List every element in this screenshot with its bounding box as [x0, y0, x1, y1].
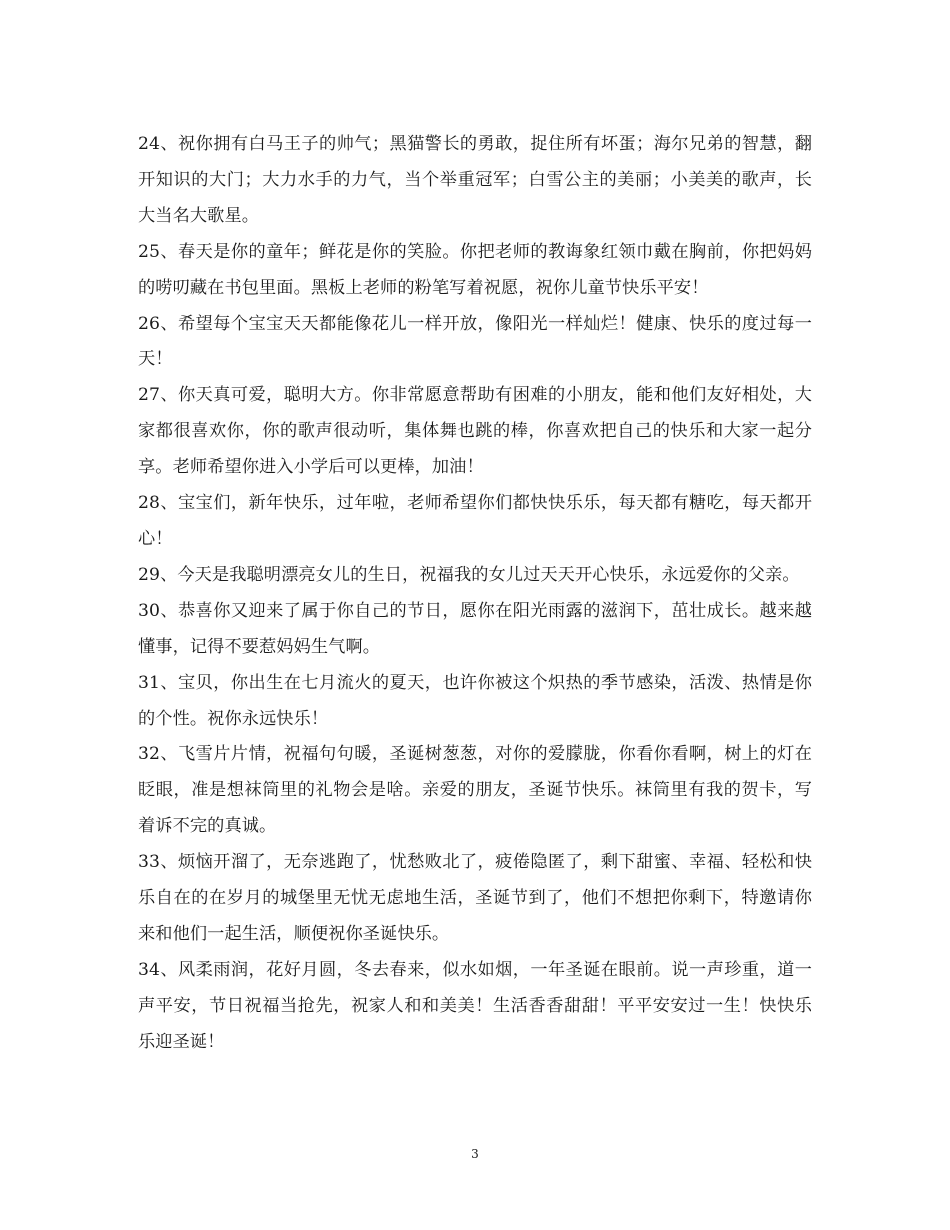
paragraph-27: 27、你天真可爱，聪明大方。你非常愿意帮助有困难的小朋友，能和他们友好相处，大家都很喜欢你，你的歌声很动听，集体舞也跳的棒，你喜欢把自己的快乐和大家一起分享。老师希望你进入小学后可以更棒，加油！	[138, 385, 812, 478]
paragraph-25: 25、春天是你的童年；鲜花是你的笑脸。你把老师的教诲象红领巾戴在胸前，你把妈妈的唠叨藏在书包里面。黑板上老师的粉笔写着祝愿，祝你儿童节快乐平安！	[138, 241, 812, 298]
paragraph-26: 26、希望每个宝宝天天都能像花儿一样开放，像阳光一样灿烂！健康、快乐的度过每一天！	[138, 313, 812, 370]
paragraph-33: 33、烦恼开溜了，无奈逃跑了，忧愁败北了，疲倦隐匿了，剩下甜蜜、幸福、轻松和快乐自在的在岁月的城堡里无忧无虑地生活，圣诞节到了，他们不想把你剩下，特邀请你来和他们一起生活，顺便祝你圣诞快乐。	[138, 852, 812, 944]
paragraph-34: 34、风柔雨润，花好月圆，冬去春来，似水如烟，一年圣诞在眼前。说一声珍重，道一声平安，节日祝福当抢先，祝家人和和美美！生活香香甜甜！平平安安过一生！快快乐乐迎圣诞！	[138, 959, 812, 1052]
paragraph-24: 24、祝你拥有白马王子的帅气；黑猫警长的勇敢，捉住所有坏蛋；海尔兄弟的智慧，翻开知识的大门；大力水手的力气，当个举重冠军；白雪公主的美丽；小美美的歌声，长大当名大歌星。	[138, 134, 812, 226]
paragraph-28: 28、宝宝们，新年快乐，过年啦，老师希望你们都快快乐乐，每天都有糖吃，每天都开心！	[138, 493, 812, 549]
paragraph-32: 32、飞雪片片情，祝福句句暖，圣诞树葱葱，对你的爱朦胧，你看你看啊，树上的灯在眨眼，准是想袜筒里的礼物会是啥。亲爱的朋友，圣诞节快乐。袜筒里有我的贺卡，写着诉不完的真诚。	[138, 744, 812, 837]
paragraph-29: 29、今天是我聪明漂亮女儿的生日，祝福我的女儿过天天开心快乐，永远爱你的父亲。	[138, 564, 800, 585]
paragraph-31: 31、宝贝，你出生在七月流火的夏天，也许你被这个炽热的季节感染，活泼、热情是你的个性。祝你永远快乐！	[138, 672, 812, 729]
document-body	[138, 127, 812, 1061]
page-number: 3	[471, 1147, 479, 1161]
paragraph-30: 30、恭喜你又迎来了属于你自己的节日，愿你在阳光雨露的滋润下，茁壮成长。越来越懂事，记得不要惹妈妈生气啊。	[138, 600, 812, 657]
